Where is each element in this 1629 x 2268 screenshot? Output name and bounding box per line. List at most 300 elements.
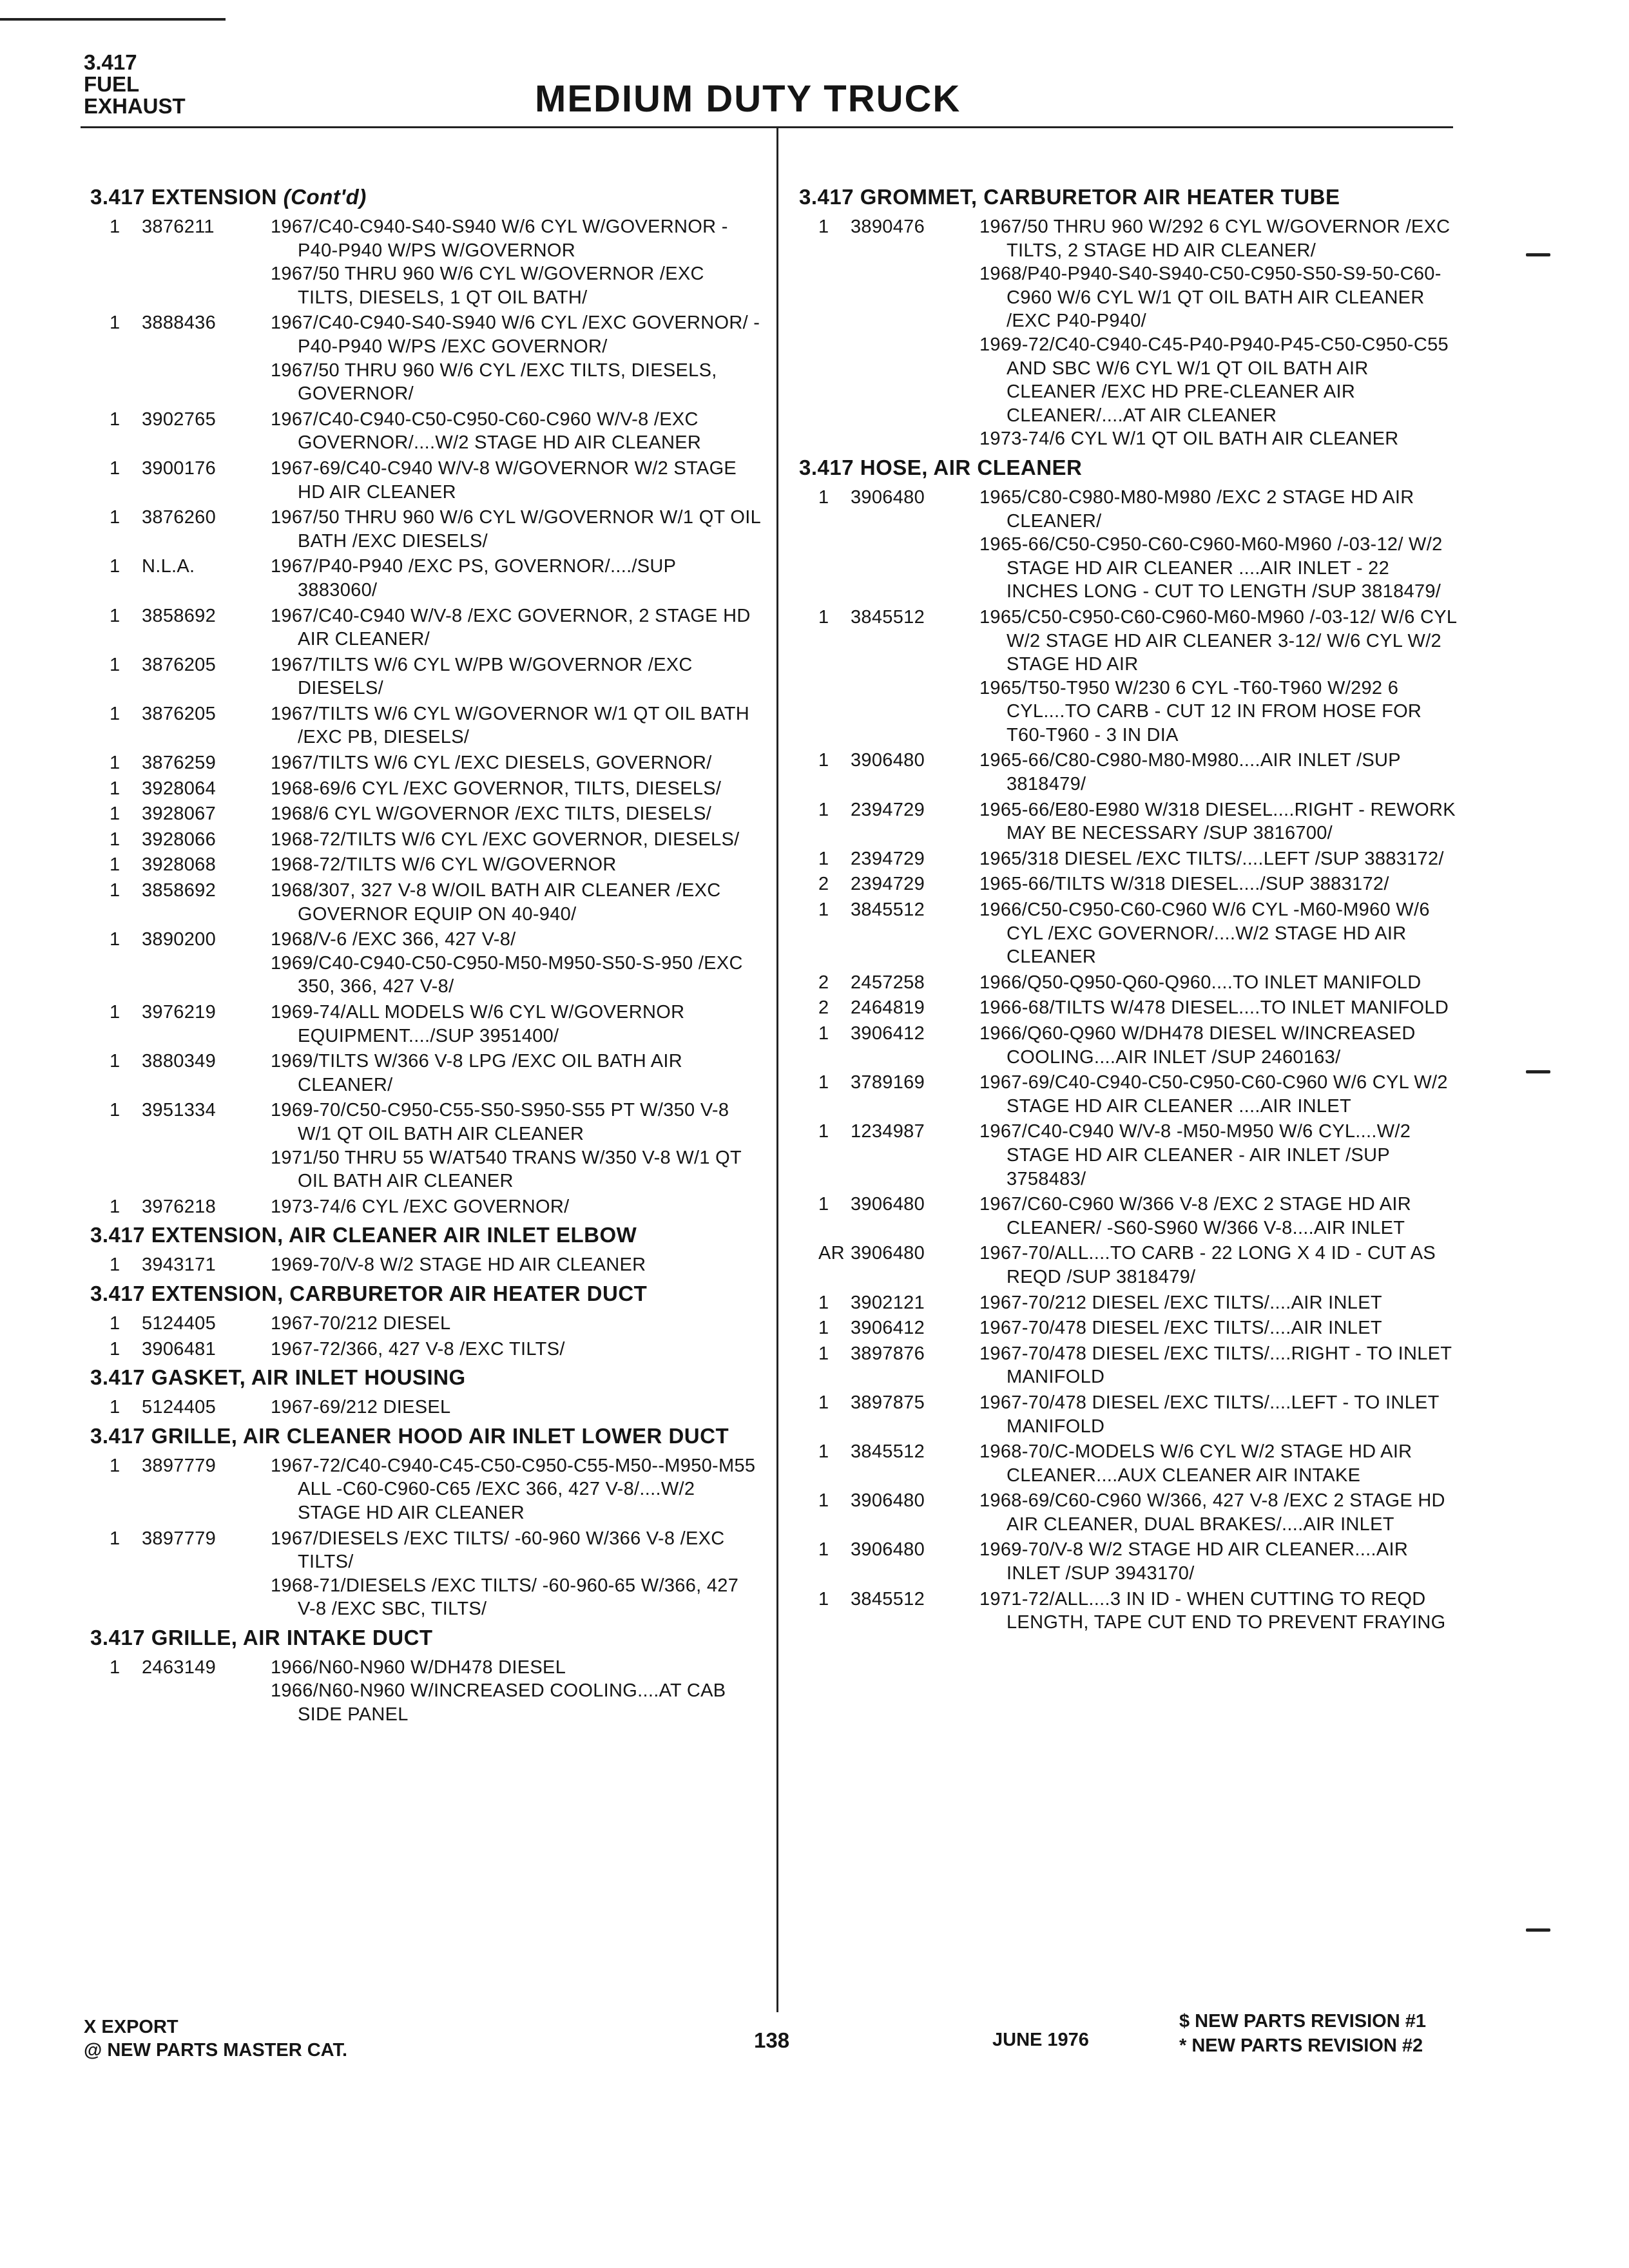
application-line: 1966/Q50-Q950-Q60-Q960....TO INLET MANIFOLD bbox=[979, 972, 1422, 993]
parts-section bbox=[90, 1423, 760, 1621]
part-entry bbox=[799, 847, 1463, 871]
application-description bbox=[271, 879, 760, 926]
application-description bbox=[979, 1242, 1463, 1289]
quantity: 1 bbox=[110, 654, 120, 675]
part-number: 3943171 bbox=[142, 1254, 216, 1276]
parts-section bbox=[799, 455, 1463, 1635]
application-description bbox=[271, 702, 760, 749]
footer-legend-left bbox=[84, 2015, 347, 2062]
application-line: 1967/C40-C940-S40-S940 W/6 CYL W/GOVERNOR -P40-P940 W/PS W/GOVERNOR bbox=[271, 216, 728, 261]
revision-mark bbox=[1526, 1070, 1550, 1073]
application-description bbox=[979, 847, 1463, 871]
part-entry bbox=[90, 506, 760, 553]
quantity: 1 bbox=[818, 1318, 829, 1339]
part-number: 2394729 bbox=[851, 799, 925, 820]
part-entry bbox=[90, 828, 760, 852]
application-line: 1973-74/6 CYL W/1 QT OIL BATH AIR CLEANER bbox=[979, 428, 1399, 450]
application-description bbox=[979, 1291, 1463, 1315]
part-entry bbox=[799, 1391, 1463, 1438]
application-line: 1969-70/V-8 W/2 STAGE HD AIR CLEANER bbox=[271, 1254, 646, 1276]
application-line: 1967-69/212 DIESEL bbox=[271, 1397, 451, 1418]
part-entry bbox=[90, 555, 760, 602]
quantity: 1 bbox=[110, 854, 120, 876]
application-description bbox=[271, 1253, 760, 1277]
application-description bbox=[271, 311, 760, 405]
application-description bbox=[979, 1120, 1463, 1191]
application-description bbox=[271, 555, 760, 602]
application-description bbox=[271, 853, 760, 877]
part-entry bbox=[90, 1396, 760, 1419]
application-line: 1969/C40-C940-C50-C950-M50-M950-S50-S-950 /EXC 350, 366, 427 V-8/ bbox=[271, 952, 743, 997]
application-line: 1965/C50-C950-C60-C960-M60-M960 /-03-12/ W/6 CYL W/2 STAGE HD AIR CLEANER 3-12/ W/6 CYL W/2 STAGE HD AIR bbox=[979, 606, 1457, 675]
part-number: N.L.A. bbox=[142, 556, 195, 577]
quantity: 2 bbox=[818, 972, 829, 993]
part-number: 3906480 bbox=[851, 1539, 925, 1561]
application-description bbox=[979, 1316, 1463, 1340]
application-line: 1965-66/E80-E980 W/318 DIESEL....RIGHT - REWORK MAY BE NECESSARY /SUP 3816700/ bbox=[979, 799, 1456, 844]
part-entry bbox=[799, 971, 1463, 995]
application-description bbox=[271, 1527, 760, 1621]
application-line: 1967/C40-C940 W/V-8 -M50-M950 W/6 CYL....W/2 STAGE HD AIR CLEANER - AIR INLET /SUP 3758483/ bbox=[979, 1121, 1411, 1189]
part-number: 3897876 bbox=[851, 1343, 925, 1364]
quantity: 1 bbox=[110, 1657, 120, 1678]
application-line: 1967/C40-C940-C50-C950-C60-C960 W/V-8 /EXC GOVERNOR/....W/2 STAGE HD AIR CLEANER bbox=[271, 408, 702, 454]
quantity: 1 bbox=[110, 1528, 120, 1549]
application-line: 1973-74/6 CYL /EXC GOVERNOR/ bbox=[271, 1196, 570, 1217]
application-description bbox=[271, 828, 760, 852]
footer-legend-right bbox=[1179, 2009, 1426, 2058]
part-entry bbox=[90, 311, 760, 405]
application-description bbox=[979, 798, 1463, 845]
part-number: 2394729 bbox=[851, 848, 925, 869]
quantity: 1 bbox=[110, 556, 120, 577]
quantity: 1 bbox=[110, 1455, 120, 1476]
application-line: 1967/TILTS W/6 CYL W/GOVERNOR W/1 QT OIL BATH /EXC PB, DIESELS/ bbox=[271, 703, 749, 748]
application-line: 1967-69/C40-C940 W/V-8 W/GOVERNOR W/2 STAGE HD AIR CLEANER bbox=[271, 457, 737, 503]
application-line: 1966/N60-N960 W/DH478 DIESEL bbox=[271, 1657, 566, 1678]
quantity: 1 bbox=[110, 605, 120, 626]
part-number: 3888436 bbox=[142, 312, 216, 334]
application-line: 1967/50 THRU 960 W/6 CYL W/GOVERNOR /EXC TILTS, DIESELS, 1 QT OIL BATH/ bbox=[271, 264, 704, 308]
application-description bbox=[271, 1001, 760, 1048]
application-line: 1968/V-6 /EXC 366, 427 V-8/ bbox=[271, 929, 516, 950]
quantity: 1 bbox=[818, 1121, 829, 1142]
section-heading bbox=[90, 1281, 760, 1307]
part-entry bbox=[799, 749, 1463, 796]
section-heading bbox=[90, 1365, 760, 1390]
quantity: 1 bbox=[110, 778, 120, 799]
section-heading-text: 3.417 GASKET, AIR INLET HOUSING bbox=[90, 1365, 466, 1390]
quantity: 1 bbox=[818, 848, 829, 869]
section-subcategory: EXHAUST bbox=[84, 94, 186, 118]
quantity: 1 bbox=[818, 216, 829, 237]
part-entry bbox=[799, 215, 1463, 451]
part-number: 3976218 bbox=[142, 1196, 216, 1217]
part-entry bbox=[799, 798, 1463, 845]
application-line: 1968-69/C60-C960 W/366, 427 V-8 /EXC 2 STAGE HD AIR CLEANER, DUAL BRAKES/....AIR INLET bbox=[979, 1490, 1445, 1535]
left-column bbox=[90, 182, 760, 1731]
section-heading bbox=[90, 1423, 760, 1449]
section-heading bbox=[799, 455, 1463, 481]
part-entry bbox=[799, 1588, 1463, 1635]
application-description bbox=[271, 751, 760, 775]
application-description bbox=[271, 802, 760, 826]
part-number: 3876259 bbox=[142, 753, 216, 774]
part-number: 3876205 bbox=[142, 654, 216, 675]
section-heading-text: 3.417 EXTENSION, AIR CLEANER AIR INLET ELBOW bbox=[90, 1223, 637, 1247]
part-number: 2394729 bbox=[851, 874, 925, 895]
quantity: 2 bbox=[818, 874, 829, 895]
quantity: 1 bbox=[818, 1194, 829, 1215]
application-line: 1969-72/C40-C940-C45-P40-P940-P45-C50-C950-C55 AND SBC W/6 CYL W/1 QT OIL BATH AIR CLEANER /EXC HD PRE-CLEANER AIR CLEANER/....AT AIR CLEANER bbox=[979, 334, 1449, 426]
part-number: 3902121 bbox=[851, 1292, 925, 1313]
application-line: 1969-70/V-8 W/2 STAGE HD AIR CLEANER....AIR INLET /SUP 3943170/ bbox=[979, 1539, 1409, 1584]
part-entry bbox=[799, 1538, 1463, 1585]
application-line: 1966/Q60-Q960 W/DH478 DIESEL W/INCREASED COOLING....AIR INLET /SUP 2460163/ bbox=[979, 1023, 1416, 1068]
application-line: 1965/C80-C980-M80-M980 /EXC 2 STAGE HD AIR CLEANER/ bbox=[979, 486, 1414, 532]
application-line: 1971/50 THRU 55 W/AT540 TRANS W/350 V-8 W/1 QT OIL BATH AIR CLEANER bbox=[271, 1147, 742, 1192]
part-number: 3951334 bbox=[142, 1100, 216, 1121]
application-line: 1967/P40-P940 /EXC PS, GOVERNOR/..../SUP 3883060/ bbox=[271, 556, 676, 601]
application-description bbox=[979, 1489, 1463, 1536]
application-line: 1967/50 THRU 960 W/6 CYL W/GOVERNOR W/1 QT OIL BATH /EXC DIESELS/ bbox=[271, 507, 760, 552]
application-description bbox=[979, 996, 1463, 1020]
page-number: 138 bbox=[754, 2028, 790, 2052]
part-entry bbox=[799, 1342, 1463, 1389]
part-number: 1234987 bbox=[851, 1121, 925, 1142]
application-description bbox=[271, 604, 760, 651]
part-entry bbox=[799, 1489, 1463, 1536]
section-heading bbox=[799, 184, 1463, 210]
quantity: 1 bbox=[110, 880, 120, 901]
application-description bbox=[979, 1193, 1463, 1240]
quantity: 1 bbox=[110, 1100, 120, 1121]
section-heading-text: 3.417 HOSE, AIR CLEANER bbox=[799, 455, 1083, 479]
application-description bbox=[979, 872, 1463, 896]
application-line: 1968-70/C-MODELS W/6 CYL W/2 STAGE HD AIR CLEANER....AUX CLEANER AIR INTAKE bbox=[979, 1441, 1412, 1486]
legend-revision-2: * NEW PARTS REVISION #2 bbox=[1179, 2035, 1423, 2056]
part-number: 3858692 bbox=[142, 880, 216, 901]
part-number: 3928067 bbox=[142, 803, 216, 825]
application-line: 1967/TILTS W/6 CYL /EXC DIESELS, GOVERNOR/ bbox=[271, 753, 712, 774]
application-description bbox=[271, 506, 760, 553]
application-line: 1968/6 CYL W/GOVERNOR /EXC TILTS, DIESELS/ bbox=[271, 803, 712, 825]
application-line: 1967-70/478 DIESEL /EXC TILTS/....RIGHT - TO INLET MANIFOLD bbox=[979, 1343, 1452, 1388]
application-line: 1967-70/ALL....TO CARB - 22 LONG X 4 ID - CUT AS REQD /SUP 3818479/ bbox=[979, 1243, 1436, 1287]
application-line: 1969-70/C50-C950-C55-S50-S950-S55 PT W/350 V-8 W/1 QT OIL BATH AIR CLEANER bbox=[271, 1100, 729, 1144]
application-line: 1967/TILTS W/6 CYL W/PB W/GOVERNOR /EXC DIESELS/ bbox=[271, 654, 693, 699]
quantity: 1 bbox=[110, 829, 120, 850]
part-entry bbox=[90, 1050, 760, 1097]
part-number: 3897779 bbox=[142, 1528, 216, 1549]
application-line: 1967-69/C40-C940-C50-C950-C60-C960 W/6 CYL W/2 STAGE HD AIR CLEANER ....AIR INLET bbox=[979, 1072, 1448, 1117]
quantity: 1 bbox=[818, 899, 829, 921]
legend-export: X EXPORT bbox=[84, 2017, 178, 2037]
part-entry bbox=[90, 1312, 760, 1336]
application-line: 1966/C50-C950-C60-C960 W/6 CYL -M60-M960 W/6 CYL /EXC GOVERNOR/....W/2 STAGE HD AIR CLEANER bbox=[979, 899, 1430, 968]
application-description bbox=[271, 1099, 760, 1193]
application-description bbox=[979, 1538, 1463, 1585]
part-number: 3906480 bbox=[851, 1194, 925, 1215]
part-number: 3890476 bbox=[851, 216, 925, 237]
part-entry bbox=[90, 1099, 760, 1193]
quantity: 1 bbox=[818, 1539, 829, 1561]
application-description bbox=[271, 408, 760, 455]
quantity: 1 bbox=[818, 1343, 829, 1364]
part-number: 3845512 bbox=[851, 1441, 925, 1463]
part-entry bbox=[90, 802, 760, 826]
application-line: 1968/307, 327 V-8 W/OIL BATH AIR CLEANER /EXC GOVERNOR EQUIP ON 40-940/ bbox=[271, 880, 721, 925]
section-heading-text: 3.417 GRILLE, AIR INTAKE DUCT bbox=[90, 1625, 433, 1649]
quantity: 1 bbox=[110, 1254, 120, 1276]
part-entry bbox=[799, 1242, 1463, 1289]
application-line: 1965-66/TILTS W/318 DIESEL..../SUP 3883172/ bbox=[979, 874, 1389, 895]
application-line: 1968-69/6 CYL /EXC GOVERNOR, TILTS, DIESELS/ bbox=[271, 778, 722, 799]
part-entry bbox=[799, 1193, 1463, 1240]
part-entry bbox=[799, 1071, 1463, 1118]
quantity: 1 bbox=[818, 1490, 829, 1512]
quantity: 1 bbox=[818, 1072, 829, 1093]
part-entry bbox=[799, 1316, 1463, 1340]
section-heading-text: 3.417 EXTENSION, CARBURETOR AIR HEATER DUCT bbox=[90, 1281, 648, 1305]
application-line: 1971-72/ALL....3 IN ID - WHEN CUTTING TO REQD LENGTH, TAPE CUT END TO PREVENT FRAYING bbox=[979, 1588, 1446, 1633]
quantity: 1 bbox=[818, 1441, 829, 1463]
application-line: 1967/50 THRU 960 W/292 6 CYL W/GOVERNOR /EXC TILTS, 2 STAGE HD AIR CLEANER/ bbox=[979, 216, 1451, 261]
parts-section bbox=[90, 1281, 760, 1361]
part-entry bbox=[90, 1253, 760, 1277]
part-entry bbox=[90, 1338, 760, 1361]
quantity: 1 bbox=[110, 216, 120, 237]
quantity: 1 bbox=[818, 486, 829, 508]
application-description bbox=[271, 1195, 760, 1219]
part-entry bbox=[90, 1656, 760, 1727]
section-heading bbox=[90, 1222, 760, 1248]
quantity: 1 bbox=[110, 312, 120, 334]
quantity: 1 bbox=[110, 1051, 120, 1072]
application-description bbox=[271, 215, 760, 309]
application-line: 1967-70/212 DIESEL bbox=[271, 1312, 451, 1334]
part-number: 3928066 bbox=[142, 829, 216, 850]
part-entry bbox=[90, 928, 760, 999]
application-description bbox=[979, 1071, 1463, 1118]
section-heading-continued: (Cont'd) bbox=[283, 185, 367, 209]
part-number: 3876260 bbox=[142, 507, 216, 528]
application-line: 1965-66/C80-C980-M80-M980....AIR INLET /SUP 3818479/ bbox=[979, 750, 1401, 795]
section-heading-text: 3.417 GROMMET, CARBURETOR AIR HEATER TUBE bbox=[799, 185, 1340, 209]
quantity: 1 bbox=[110, 929, 120, 950]
parts-section bbox=[90, 184, 760, 1218]
part-number: 3906481 bbox=[142, 1338, 216, 1360]
application-description bbox=[979, 606, 1463, 747]
section-heading-text: 3.417 EXTENSION bbox=[90, 185, 277, 209]
parts-section bbox=[799, 184, 1463, 451]
application-line: 1969/TILTS W/366 V-8 LPG /EXC OIL BATH AIR CLEANER/ bbox=[271, 1051, 683, 1095]
revision-mark bbox=[1526, 1928, 1550, 1932]
quantity: 1 bbox=[818, 1392, 829, 1413]
application-description bbox=[271, 1050, 760, 1097]
part-number: 3845512 bbox=[851, 606, 925, 628]
part-entry bbox=[90, 1001, 760, 1048]
quantity: 1 bbox=[818, 799, 829, 820]
application-description bbox=[271, 1312, 760, 1336]
part-entry bbox=[799, 1120, 1463, 1191]
revision-mark bbox=[1526, 253, 1550, 256]
application-line: 1967/50 THRU 960 W/6 CYL /EXC TILTS, DIESELS, GOVERNOR/ bbox=[271, 360, 717, 405]
part-number: 3876205 bbox=[142, 703, 216, 724]
publication-date: JUNE 1976 bbox=[992, 2030, 1089, 2050]
application-line: 1968/P40-P940-S40-S940-C50-C950-S50-S9-50-C60-C960 W/6 CYL W/1 QT OIL BATH AIR CLEANER /EXC P40-P940/ bbox=[979, 264, 1441, 332]
application-description bbox=[979, 971, 1463, 995]
part-number: 3897779 bbox=[142, 1455, 216, 1476]
application-line: 1967-72/C40-C940-C45-C50-C950-C55-M50--M950-M55 ALL -C60-C960-C65 /EXC 366, 427 V-8/....W/2 STAGE HD AIR CLEANER bbox=[271, 1455, 756, 1523]
part-number: 3890200 bbox=[142, 929, 216, 950]
part-number: 3976219 bbox=[142, 1002, 216, 1023]
section-category: FUEL bbox=[84, 72, 140, 96]
application-description bbox=[979, 1440, 1463, 1487]
part-number: 3900176 bbox=[142, 457, 216, 479]
section-heading bbox=[90, 184, 760, 210]
part-entry bbox=[90, 702, 760, 749]
part-entry bbox=[799, 486, 1463, 604]
part-entry bbox=[90, 879, 760, 926]
application-line: 1968-72/TILTS W/6 CYL /EXC GOVERNOR, DIESELS/ bbox=[271, 829, 740, 850]
application-description bbox=[979, 898, 1463, 969]
part-number: 3906480 bbox=[851, 1243, 925, 1264]
application-description bbox=[979, 1588, 1463, 1635]
quantity: 1 bbox=[818, 1292, 829, 1313]
part-number: 3897875 bbox=[851, 1392, 925, 1413]
application-description bbox=[979, 1022, 1463, 1069]
part-number: 3845512 bbox=[851, 899, 925, 921]
part-number: 2463149 bbox=[142, 1657, 216, 1678]
part-entry bbox=[90, 853, 760, 877]
application-line: 1967-72/366, 427 V-8 /EXC TILTS/ bbox=[271, 1338, 565, 1360]
part-entry bbox=[90, 215, 760, 309]
application-description bbox=[271, 777, 760, 801]
application-line: 1967/C60-C960 W/366 V-8 /EXC 2 STAGE HD AIR CLEANER/ -S60-S960 W/366 V-8....AIR INLET bbox=[979, 1194, 1411, 1238]
part-number: 3906480 bbox=[851, 1490, 925, 1512]
part-entry bbox=[90, 604, 760, 651]
quantity: 2 bbox=[818, 997, 829, 1019]
part-entry bbox=[90, 653, 760, 700]
application-description bbox=[979, 215, 1463, 451]
part-entry bbox=[90, 1195, 760, 1219]
quantity: 1 bbox=[110, 753, 120, 774]
parts-section bbox=[90, 1625, 760, 1727]
part-entry bbox=[90, 1527, 760, 1621]
quantity: 1 bbox=[110, 703, 120, 724]
quantity: 1 bbox=[818, 1023, 829, 1044]
application-line: 1966-68/TILTS W/478 DIESEL....TO INLET MANIFOLD bbox=[979, 997, 1449, 1019]
application-line: 1967-70/212 DIESEL /EXC TILTS/....AIR INLET bbox=[979, 1292, 1382, 1313]
part-number: 3906412 bbox=[851, 1023, 925, 1044]
header-rule bbox=[81, 126, 1453, 128]
application-line: 1967-70/478 DIESEL /EXC TILTS/....AIR INLET bbox=[979, 1318, 1382, 1339]
part-entry bbox=[799, 996, 1463, 1020]
part-entry bbox=[90, 751, 760, 775]
part-number: 3928068 bbox=[142, 854, 216, 876]
quantity: 1 bbox=[110, 507, 120, 528]
column-divider bbox=[776, 128, 778, 2012]
application-line: 1967/C40-C940 W/V-8 /EXC GOVERNOR, 2 STAGE HD AIR CLEANER/ bbox=[271, 605, 751, 650]
application-line: 1967/DIESELS /EXC TILTS/ -60-960 W/366 V-8 /EXC TILTS/ bbox=[271, 1528, 725, 1573]
parts-section bbox=[90, 1222, 760, 1277]
quantity: 1 bbox=[110, 408, 120, 430]
application-line: 1969-74/ALL MODELS W/6 CYL W/GOVERNOR EQUIPMENT..../SUP 3951400/ bbox=[271, 1002, 685, 1046]
quantity: 1 bbox=[110, 1397, 120, 1418]
application-description bbox=[979, 1391, 1463, 1438]
section-code-block bbox=[84, 52, 186, 117]
application-description bbox=[271, 653, 760, 700]
application-line: 1965-66/C50-C950-C60-C960-M60-M960 /-03-12/ W/2 STAGE HD AIR CLEANER ....AIR INLET - 22 INCHES LONG - CUT TO LENGTH /SUP 3818479/ bbox=[979, 534, 1443, 602]
part-entry bbox=[799, 1440, 1463, 1487]
top-edge-rule bbox=[0, 18, 226, 21]
part-entry bbox=[799, 606, 1463, 747]
application-line: 1968-72/TILTS W/6 CYL W/GOVERNOR bbox=[271, 854, 617, 876]
section-number: 3.417 bbox=[84, 50, 137, 74]
part-entry bbox=[799, 1022, 1463, 1069]
part-number: 3845512 bbox=[851, 1588, 925, 1610]
application-description bbox=[271, 1338, 760, 1361]
application-line: 1966/N60-N960 W/INCREASED COOLING....AT CAB SIDE PANEL bbox=[271, 1680, 726, 1725]
part-entry bbox=[90, 408, 760, 455]
part-number: 3789169 bbox=[851, 1072, 925, 1093]
part-number: 3906412 bbox=[851, 1318, 925, 1339]
part-number: 3876211 bbox=[142, 216, 215, 237]
application-line: 1967-70/478 DIESEL /EXC TILTS/....LEFT - TO INLET MANIFOLD bbox=[979, 1392, 1440, 1437]
application-line: 1965/T50-T950 W/230 6 CYL -T60-T960 W/292 6 CYL....TO CARB - CUT 12 IN FROM HOSE FOR T60-T960 - 3 IN DIA bbox=[979, 677, 1422, 745]
part-entry bbox=[799, 872, 1463, 896]
section-heading-text: 3.417 GRILLE, AIR CLEANER HOOD AIR INLET LOWER DUCT bbox=[90, 1423, 729, 1448]
application-description bbox=[271, 457, 760, 504]
application-description bbox=[271, 1656, 760, 1727]
part-number: 3880349 bbox=[142, 1051, 216, 1072]
part-number: 3906480 bbox=[851, 486, 925, 508]
application-description bbox=[979, 1342, 1463, 1389]
quantity: 1 bbox=[110, 1196, 120, 1217]
part-number: 3928064 bbox=[142, 778, 216, 799]
application-line: 1968-71/DIESELS /EXC TILTS/ -60-960-65 W/366, 427 V-8 /EXC SBC, TILTS/ bbox=[271, 1575, 739, 1620]
quantity: 1 bbox=[818, 750, 829, 771]
application-description bbox=[271, 1396, 760, 1419]
part-entry bbox=[90, 777, 760, 801]
application-description bbox=[271, 1454, 760, 1525]
part-number: 2457258 bbox=[851, 972, 925, 993]
application-description bbox=[271, 928, 760, 999]
quantity: 1 bbox=[110, 1338, 120, 1360]
parts-section bbox=[90, 1365, 760, 1419]
legend-master-cat: @ NEW PARTS MASTER CAT. bbox=[84, 2040, 348, 2061]
part-number: 3906480 bbox=[851, 750, 925, 771]
quantity: 1 bbox=[818, 1588, 829, 1610]
quantity: 1 bbox=[110, 1312, 120, 1334]
right-column bbox=[799, 182, 1463, 1639]
part-number: 3858692 bbox=[142, 605, 216, 626]
page-title: MEDIUM DUTY TRUCK bbox=[535, 78, 961, 120]
quantity: 1 bbox=[110, 1002, 120, 1023]
application-line: 1967/C40-C940-S40-S940 W/6 CYL /EXC GOVERNOR/ -P40-P940 W/PS /EXC GOVERNOR/ bbox=[271, 312, 760, 357]
quantity: 1 bbox=[818, 606, 829, 628]
part-number: 3902765 bbox=[142, 408, 216, 430]
part-entry bbox=[799, 898, 1463, 969]
legend-revision-1: $ NEW PARTS REVISION #1 bbox=[1179, 2011, 1426, 2032]
part-entry bbox=[90, 457, 760, 504]
part-number: 5124405 bbox=[142, 1312, 216, 1334]
part-number: 5124405 bbox=[142, 1397, 216, 1418]
part-entry bbox=[799, 1291, 1463, 1315]
application-description bbox=[979, 749, 1463, 796]
application-description bbox=[979, 486, 1463, 604]
